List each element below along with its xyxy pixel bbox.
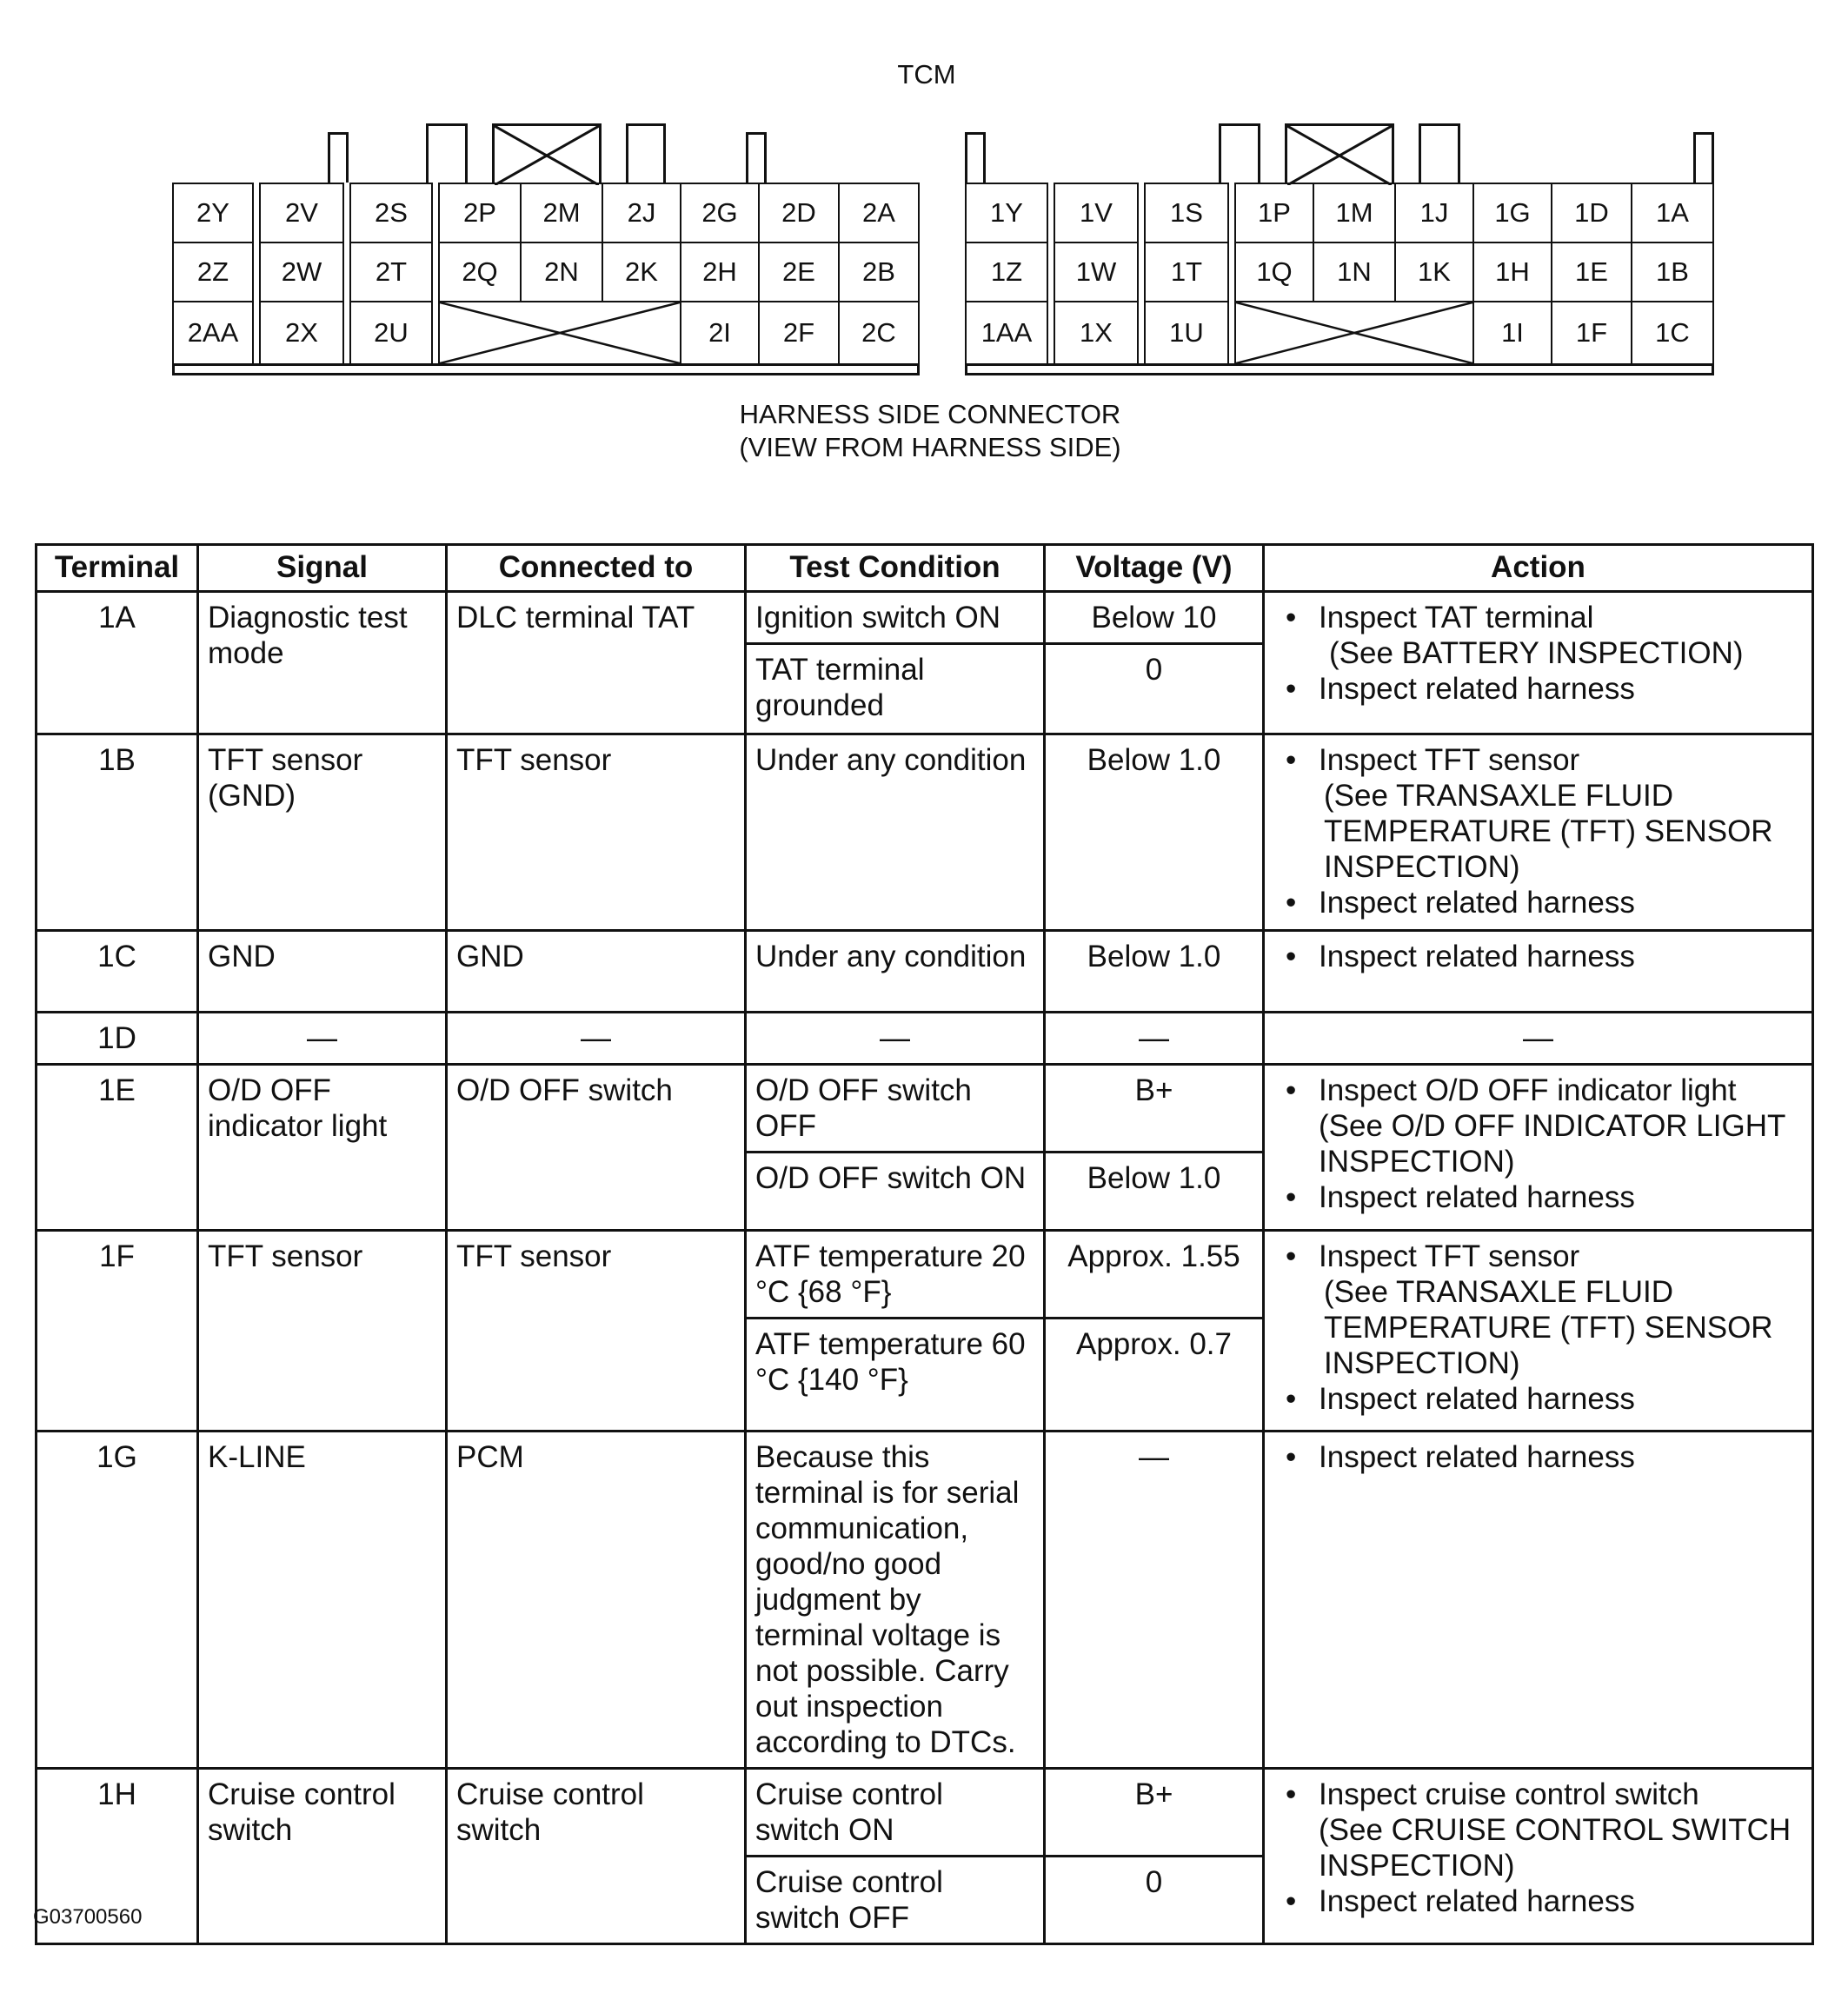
caption-line: (VIEW FROM HARNESS SIDE) (739, 432, 1121, 462)
pin-cell: 1V (1054, 183, 1139, 243)
action-cell (1264, 1231, 1813, 1432)
action-cell (1264, 1432, 1813, 1769)
pin-cell: 2B (838, 242, 920, 302)
action-item: • Inspect related harness (1273, 671, 1803, 707)
pin-cell: 1H (1472, 242, 1552, 302)
pin-cell: 2E (758, 242, 840, 302)
diagram-title: TCM (897, 59, 956, 90)
condition-cell: Ignition switch ON (746, 592, 1045, 644)
action-item: • Inspect related harness (1273, 1381, 1803, 1417)
pin-cell: 2Q (438, 242, 522, 302)
connected-cell: PCM (447, 1432, 746, 1769)
action-reference: (See O/D OFF INDICATOR LIGHT INSPECTION) (1319, 1109, 1785, 1179)
action-cell (1264, 1065, 1813, 1231)
action-cell (1264, 592, 1813, 734)
voltage-cell: — (1045, 1013, 1264, 1065)
signal-cell: GND (198, 931, 447, 1013)
condition-cell: O/D OFF switch OFF (746, 1065, 1045, 1153)
pin-cell: 2N (520, 242, 603, 302)
connected-cell: DLC terminal TAT (447, 592, 746, 734)
pin-cell: 1AA (965, 301, 1048, 365)
pin-cell: 2Y (172, 183, 254, 243)
table-row (37, 1013, 1813, 1065)
pin-cell: 2Z (172, 242, 254, 302)
pin-cell: 2G (680, 183, 760, 243)
connected-cell: Cruise control switch (447, 1769, 746, 1944)
condition-cell: Under any condition (746, 931, 1045, 1013)
action-cell (1264, 931, 1813, 1013)
action-cell (1264, 1769, 1813, 1944)
connector-tab (1219, 123, 1260, 183)
voltage-cell: — (1045, 1432, 1264, 1769)
pin-cell: 2M (520, 183, 603, 243)
voltage-cell: Approx. 1.55 (1045, 1231, 1264, 1319)
action-reference: (See TRANSAXLE FLUID TEMPERATURE (TFT) SENSOR INSPECTION) (1324, 779, 1773, 884)
blank-pins (438, 301, 681, 365)
connected-cell: GND (447, 931, 746, 1013)
pin-cell: 1D (1551, 183, 1632, 243)
pin-cell: 2T (349, 242, 433, 302)
cross-mark-icon (440, 302, 680, 363)
voltage-cell: 0 (1045, 1857, 1264, 1944)
action-item: • Inspect related harness (1273, 939, 1803, 974)
connector-key (1285, 123, 1394, 183)
terminal-cell: 1E (37, 1065, 198, 1231)
column-header: Voltage (V) (1045, 545, 1264, 592)
terminal-cell: 1D (37, 1013, 198, 1065)
action-reference: (See TRANSAXLE FLUID TEMPERATURE (TFT) SENSOR INSPECTION) (1324, 1275, 1773, 1380)
voltage-cell: Approx. 0.7 (1045, 1319, 1264, 1432)
table-row (37, 1769, 1813, 1857)
pin-cell: 1F (1551, 301, 1632, 365)
table-row (37, 1231, 1813, 1319)
action-cell (1264, 734, 1813, 931)
table-row (37, 1065, 1813, 1153)
pin-cell: 2C (838, 301, 920, 365)
pin-cell: 1T (1144, 242, 1229, 302)
action-text: Inspect TAT terminal (1319, 601, 1594, 634)
action-item: • Inspect related harness (1273, 885, 1803, 920)
pin-cell: 1Y (965, 183, 1048, 243)
condition-cell: Cruise control switch ON (746, 1769, 1045, 1857)
action-item (1273, 600, 1803, 671)
pin-cell: 2K (602, 242, 681, 302)
table-row (37, 734, 1813, 931)
terminal-cell: 1A (37, 592, 198, 734)
pin-cell: 2J (602, 183, 681, 243)
voltage-cell: Below 10 (1045, 592, 1264, 644)
action-item: • Inspect related harness (1273, 1179, 1803, 1215)
pin-cell: 1W (1054, 242, 1139, 302)
action-text: Inspect TFT sensor (1319, 743, 1580, 777)
table-row (37, 1432, 1813, 1769)
pin-cell: 2W (259, 242, 344, 302)
pin-cell: 1Z (965, 242, 1048, 302)
pin-cell: 1C (1631, 301, 1714, 365)
condition-cell: O/D OFF switch ON (746, 1153, 1045, 1231)
action-item: • Inspect related harness (1273, 1883, 1803, 1919)
terminal-table (35, 543, 1814, 1945)
condition-cell: Because this terminal is for serial communication, good/no good judgment by terminal voltage is not possible. Carry out inspection according to DTCs. (746, 1432, 1045, 1769)
signal-cell: Diagnostic test mode (198, 592, 447, 734)
pin-cell: 2D (758, 183, 840, 243)
pin-cell: 2U (349, 301, 433, 365)
connected-cell: TFT sensor (447, 1231, 746, 1432)
voltage-cell: B+ (1045, 1769, 1264, 1857)
terminal-cell: 1F (37, 1231, 198, 1432)
connector-tab (1419, 123, 1460, 183)
connected-cell: TFT sensor (447, 734, 746, 931)
action-text: Inspect O/D OFF indicator light (1319, 1073, 1737, 1107)
signal-cell: — (198, 1013, 447, 1065)
condition-cell: ATF temperature 20 °C {68 °F} (746, 1231, 1045, 1319)
connected-cell: — (447, 1013, 746, 1065)
cross-mark-icon (1287, 126, 1392, 185)
pin-cell: 1E (1551, 242, 1632, 302)
connected-cell: O/D OFF switch (447, 1065, 746, 1231)
table-header-row (37, 545, 1813, 592)
connector-base (172, 363, 920, 375)
voltage-cell: Below 1.0 (1045, 931, 1264, 1013)
condition-cell: TAT terminal grounded (746, 644, 1045, 734)
table-row (37, 931, 1813, 1013)
action-text: Inspect TFT sensor (1319, 1239, 1580, 1273)
column-header: Connected to (447, 545, 746, 592)
pin-cell: 2X (259, 301, 344, 365)
condition-cell: ATF temperature 60 °C {140 °F} (746, 1319, 1045, 1432)
condition-cell: — (746, 1013, 1045, 1065)
column-header: Terminal (37, 545, 198, 592)
pin-cell: 1P (1234, 183, 1314, 243)
terminal-cell: 1B (37, 734, 198, 931)
column-header: Action (1264, 545, 1813, 592)
action-cell: — (1264, 1013, 1813, 1065)
connector-tab (328, 132, 349, 183)
signal-cell: O/D OFF indicator light (198, 1065, 447, 1231)
action-item: • Inspect related harness (1273, 1439, 1803, 1475)
voltage-cell: Below 1.0 (1045, 1153, 1264, 1231)
signal-cell: Cruise control switch (198, 1769, 447, 1944)
terminal-cell: 1H (37, 1769, 198, 1944)
pin-cell: 1B (1631, 242, 1714, 302)
signal-cell: TFT sensor (198, 1231, 447, 1432)
pin-cell: 2F (758, 301, 840, 365)
pin-cell: 2AA (172, 301, 254, 365)
terminal-cell: 1G (37, 1432, 198, 1769)
pin-cell: 1J (1394, 183, 1474, 243)
signal-cell: TFT sensor (GND) (198, 734, 447, 931)
connector-base (965, 363, 1714, 375)
connector-key (492, 123, 602, 183)
pin-cell: 2V (259, 183, 344, 243)
voltage-cell: Below 1.0 (1045, 734, 1264, 931)
action-reference: (See CRUISE CONTROL SWITCH INSPECTION) (1319, 1813, 1791, 1883)
connector-caption (669, 398, 1191, 464)
signal-cell: K-LINE (198, 1432, 447, 1769)
connector-tab (426, 123, 468, 183)
action-item (1273, 1777, 1803, 1883)
table-row (37, 592, 1813, 644)
action-text: Inspect cruise control switch (1319, 1777, 1699, 1811)
pin-cell: 1I (1472, 301, 1552, 365)
pin-cell: 1U (1144, 301, 1229, 365)
voltage-cell: 0 (1045, 644, 1264, 734)
action-item (1273, 1073, 1803, 1179)
pin-cell: 1K (1394, 242, 1474, 302)
pin-cell: 2H (680, 242, 760, 302)
cross-mark-icon (495, 126, 599, 185)
caption-line: HARNESS SIDE CONNECTOR (739, 399, 1121, 429)
pin-cell: 1X (1054, 301, 1139, 365)
condition-cell: Under any condition (746, 734, 1045, 931)
connector-tab (746, 132, 767, 183)
connector-tab (965, 132, 986, 183)
terminal-cell: 1C (37, 931, 198, 1013)
action-item (1273, 742, 1803, 885)
column-header: Signal (198, 545, 447, 592)
pin-cell: 1M (1313, 183, 1396, 243)
condition-cell: Cruise control switch OFF (746, 1857, 1045, 1944)
connector-tab (1693, 132, 1714, 183)
connector-tab (626, 123, 666, 183)
voltage-cell: B+ (1045, 1065, 1264, 1153)
blank-pins (1234, 301, 1474, 365)
pin-cell: 2S (349, 183, 433, 243)
pin-cell: 2A (838, 183, 920, 243)
action-reference: (See BATTERY INSPECTION) (1329, 636, 1744, 670)
pin-cell: 1A (1631, 183, 1714, 243)
pin-cell: 2P (438, 183, 522, 243)
pin-cell: 1N (1313, 242, 1396, 302)
pin-cell: 1S (1144, 183, 1229, 243)
pin-cell: 1Q (1234, 242, 1314, 302)
action-item (1273, 1239, 1803, 1381)
column-header: Test Condition (746, 545, 1045, 592)
pin-cell: 1G (1472, 183, 1552, 243)
pin-cell: 2I (680, 301, 760, 365)
cross-mark-icon (1236, 302, 1472, 363)
figure-code: G03700560 (33, 1905, 143, 1929)
